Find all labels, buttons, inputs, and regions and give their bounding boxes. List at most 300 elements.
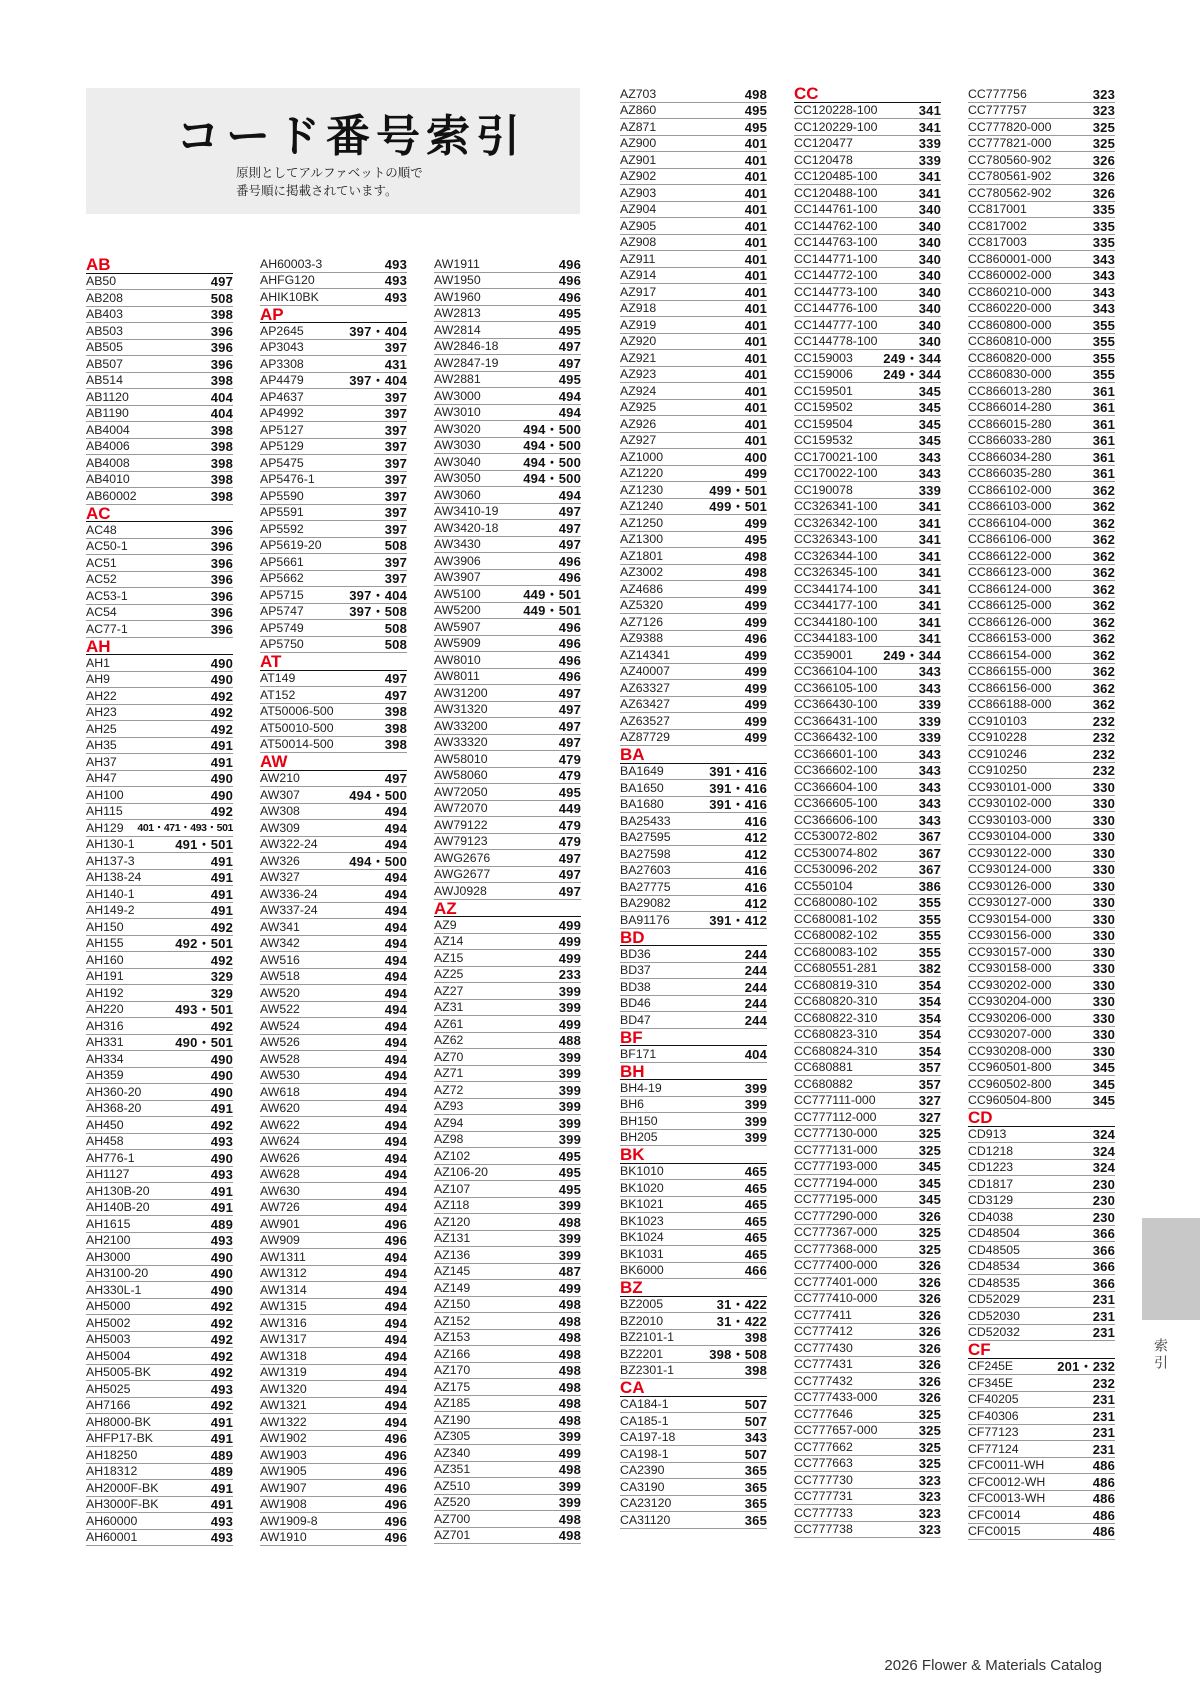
index-row xyxy=(620,1197,767,1214)
product-code: CF77123 xyxy=(968,1425,1019,1439)
index-row xyxy=(260,771,407,788)
product-code: AH8000-BK xyxy=(86,1414,151,1429)
product-code: CC144762-100 xyxy=(794,218,878,233)
product-code: CC777431 xyxy=(794,1357,853,1371)
page-number: 343 xyxy=(1092,251,1115,267)
product-code: CC780560-902 xyxy=(968,152,1052,167)
page-number: 325 xyxy=(918,1406,941,1422)
product-code: CC680823-310 xyxy=(794,1027,878,1041)
product-code: CD52029 xyxy=(968,1292,1020,1306)
product-code: CC817002 xyxy=(968,218,1027,233)
product-code: CC930103-000 xyxy=(968,812,1052,827)
index-row xyxy=(434,438,581,455)
index-row xyxy=(968,482,1115,499)
page-number: 492 xyxy=(210,721,233,737)
page-number: 493 xyxy=(210,1233,233,1248)
index-row xyxy=(86,969,233,986)
page-number: 396 xyxy=(210,588,233,604)
page-number: 499 xyxy=(744,598,767,613)
product-code: CC366432-100 xyxy=(794,730,878,744)
product-code: AT50006-500 xyxy=(260,704,334,718)
page-number: 494 xyxy=(384,1266,407,1281)
catalog-footer: 2026 Flower & Materials Catalog xyxy=(884,1657,1102,1674)
index-row xyxy=(260,1348,407,1365)
page-number: 362 xyxy=(1092,680,1115,696)
page-number: 232 xyxy=(1092,763,1115,778)
page-number: 494・500 xyxy=(523,471,581,486)
page-number: 496 xyxy=(558,652,581,668)
product-code: CC120485-100 xyxy=(794,169,878,183)
index-row xyxy=(968,185,1115,202)
product-code: AZ136 xyxy=(434,1247,471,1262)
index-row xyxy=(794,1126,941,1143)
product-code: BZ2301-1 xyxy=(620,1363,675,1377)
page-number: 327 xyxy=(918,1093,941,1108)
section-header: AW xyxy=(260,753,407,771)
product-code: CC860220-000 xyxy=(968,301,1052,315)
index-row xyxy=(620,1297,767,1314)
index-row xyxy=(434,1247,581,1264)
product-code: AZ145 xyxy=(434,1264,471,1278)
product-code: CD52032 xyxy=(968,1325,1020,1339)
product-code: BK1020 xyxy=(620,1180,664,1195)
page-number: 231 xyxy=(1092,1392,1115,1407)
page-number: 496 xyxy=(558,570,581,585)
index-row xyxy=(620,1230,767,1247)
page-number: 330 xyxy=(1092,796,1115,811)
product-code: CC866013-280 xyxy=(968,383,1052,398)
product-code: CA23120 xyxy=(620,1496,672,1510)
index-row xyxy=(794,1175,941,1192)
product-code: CC866123-000 xyxy=(968,565,1052,579)
page-number: 498 xyxy=(558,1528,581,1543)
index-row xyxy=(794,1522,941,1539)
index-row xyxy=(620,1346,767,1363)
index-row xyxy=(968,895,1115,912)
index-row xyxy=(620,996,767,1013)
index-row xyxy=(260,870,407,887)
product-code: AZ1220 xyxy=(620,466,664,480)
product-code: CC326341-100 xyxy=(794,499,878,513)
page-number: 494・500 xyxy=(523,438,581,453)
product-code: AW3010 xyxy=(434,405,481,419)
page-number: 495 xyxy=(558,306,581,321)
index-row xyxy=(434,1082,581,1099)
page-number: 325 xyxy=(918,1423,941,1438)
product-code: AB403 xyxy=(86,307,123,321)
page-number: 498 xyxy=(744,565,767,580)
product-code: AB505 xyxy=(86,340,123,354)
index-row xyxy=(260,936,407,953)
index-row xyxy=(86,1447,233,1464)
product-code: BZ2010 xyxy=(620,1313,664,1328)
index-row xyxy=(794,598,941,615)
product-code: CC680082-102 xyxy=(794,928,878,942)
page-number: 495 xyxy=(558,1148,581,1164)
page-number: 508 xyxy=(210,290,233,306)
index-row xyxy=(86,274,233,291)
product-code: AZ5320 xyxy=(620,598,664,612)
index-row xyxy=(968,1392,1115,1409)
product-code: AW3050 xyxy=(434,471,481,485)
index-row xyxy=(434,1429,581,1446)
product-code: AP5591 xyxy=(260,505,304,519)
index-row xyxy=(794,1406,941,1423)
product-code: CC777400-000 xyxy=(794,1258,878,1272)
index-row xyxy=(86,1084,233,1101)
index-row xyxy=(260,1299,407,1316)
index-row xyxy=(434,570,581,587)
product-code: AW624 xyxy=(260,1134,300,1148)
product-code: AZ102 xyxy=(434,1148,471,1163)
product-code: AP5661 xyxy=(260,554,304,569)
product-code: AH35 xyxy=(86,738,117,752)
page-number: 397 xyxy=(384,554,407,570)
page-number: 362 xyxy=(1092,515,1115,531)
index-side-tab[interactable] xyxy=(1142,1218,1200,1320)
index-row xyxy=(794,1340,941,1357)
page-number: 497 xyxy=(558,504,581,519)
index-row xyxy=(620,1512,767,1529)
index-row xyxy=(434,1148,581,1165)
product-code: AW58060 xyxy=(434,768,488,782)
page-number: 324 xyxy=(1092,1127,1115,1142)
page-number: 490 xyxy=(210,1068,233,1083)
index-row xyxy=(86,787,233,804)
page-number: 492 xyxy=(210,705,233,720)
product-code: CC866155-000 xyxy=(968,664,1052,678)
page-number: 397・404 xyxy=(349,587,407,603)
page-number: 496 xyxy=(384,1464,407,1479)
page-number: 231 xyxy=(1092,1292,1115,1307)
product-code: AB4010 xyxy=(86,472,130,486)
page-number: 499 xyxy=(744,466,767,481)
product-code: AZ71 xyxy=(434,1066,464,1080)
index-row xyxy=(260,389,407,406)
index-row xyxy=(968,1027,1115,1044)
product-code: CC344174-100 xyxy=(794,581,878,596)
page-number: 499 xyxy=(744,614,767,630)
index-row xyxy=(968,994,1115,1011)
index-row xyxy=(86,439,233,456)
product-code: CC530096-202 xyxy=(794,862,878,876)
page-number: 399 xyxy=(558,1082,581,1098)
page-number: 494 xyxy=(384,1117,407,1133)
page-number: 499 xyxy=(744,647,767,663)
index-row xyxy=(794,1208,941,1225)
index-row xyxy=(86,539,233,556)
index-row xyxy=(260,1414,407,1431)
page-number: 401 xyxy=(744,334,767,349)
page-number: 496 xyxy=(558,289,581,305)
index-row xyxy=(620,400,767,417)
index-row xyxy=(260,289,407,306)
subtitle-line-1: 原則としてアルファベットの順で xyxy=(236,165,423,180)
index-row xyxy=(794,482,941,499)
index-row xyxy=(260,704,407,721)
page-number: 492 xyxy=(210,688,233,704)
index-row xyxy=(434,1346,581,1363)
page-number: 343 xyxy=(1092,284,1115,300)
page-number: 494 xyxy=(558,388,581,404)
page-number: 508 xyxy=(384,620,407,636)
index-row xyxy=(434,471,581,488)
product-code: CFC0014 xyxy=(968,1507,1021,1522)
index-row xyxy=(968,1242,1115,1259)
product-code: CA197-18 xyxy=(620,1430,676,1444)
index-row xyxy=(434,1066,581,1083)
page-number: 479 xyxy=(558,751,581,767)
index-row xyxy=(86,1018,233,1035)
product-code: AH5000 xyxy=(86,1299,131,1313)
product-code: CC680882 xyxy=(794,1076,853,1091)
index-row xyxy=(620,1446,767,1463)
page-number: 326 xyxy=(918,1390,941,1405)
product-code: CF40306 xyxy=(968,1408,1019,1423)
index-row xyxy=(968,565,1115,582)
index-row xyxy=(434,801,581,818)
index-row xyxy=(86,985,233,1002)
index-row xyxy=(968,1458,1115,1475)
page-number: 497 xyxy=(558,339,581,354)
product-code: CC777662 xyxy=(794,1439,853,1454)
product-code: AP5747 xyxy=(260,604,304,618)
index-row xyxy=(794,334,941,351)
index-row xyxy=(620,896,767,913)
index-row xyxy=(794,697,941,714)
product-code: CC777433-000 xyxy=(794,1390,878,1404)
index-row xyxy=(794,449,941,466)
page-number: 449 xyxy=(558,801,581,816)
product-code: AH192 xyxy=(86,985,124,1000)
product-code: AH2000F-BK xyxy=(86,1480,159,1495)
product-code: AH25 xyxy=(86,721,117,736)
page-number: 496 xyxy=(558,619,581,635)
product-code: AH1 xyxy=(86,655,110,670)
product-code: AW322-24 xyxy=(260,837,318,851)
page-number: 497 xyxy=(384,771,407,786)
page-number: 490 xyxy=(210,655,233,671)
page-number: 491 xyxy=(210,1183,233,1199)
page-number: 497 xyxy=(558,685,581,701)
page-number: 396 xyxy=(210,356,233,372)
product-code: AZ4686 xyxy=(620,581,664,596)
product-code: CC910250 xyxy=(968,763,1027,777)
page-number: 499 xyxy=(744,515,767,531)
page-number: 341 xyxy=(918,532,941,547)
page-number: 233 xyxy=(558,967,581,982)
product-code: AW1321 xyxy=(260,1398,307,1412)
page-number: 345 xyxy=(1092,1060,1115,1075)
page-number: 362 xyxy=(1092,548,1115,564)
index-row xyxy=(260,505,407,522)
section-header: BZ xyxy=(620,1279,767,1297)
index-row xyxy=(434,1165,581,1182)
product-code: AH22 xyxy=(86,688,117,703)
page-number: 399 xyxy=(558,1231,581,1246)
product-code: CC680081-102 xyxy=(794,911,878,926)
page-number: 329 xyxy=(210,985,233,1001)
index-row xyxy=(794,1324,941,1341)
index-row xyxy=(620,680,767,697)
index-row xyxy=(794,251,941,268)
product-code: CD1223 xyxy=(968,1160,1014,1174)
index-row xyxy=(620,1246,767,1263)
index-row xyxy=(434,1049,581,1066)
index-row xyxy=(968,449,1115,466)
page-number: 497 xyxy=(558,702,581,717)
product-code: AZ305 xyxy=(434,1429,471,1443)
page-number: 492 xyxy=(210,1315,233,1331)
page-number: 494・500 xyxy=(523,421,581,437)
page-number: 343 xyxy=(918,796,941,811)
page-number: 397 xyxy=(384,406,407,421)
product-code: AZ106-20 xyxy=(434,1165,489,1179)
index-row xyxy=(968,961,1115,978)
index-row xyxy=(434,1016,581,1033)
page-number: 330 xyxy=(1092,895,1115,910)
page-number: 492 xyxy=(210,1332,233,1347)
index-row xyxy=(794,284,941,301)
product-code: AP5127 xyxy=(260,422,304,437)
page-number: 341 xyxy=(918,581,941,597)
product-code: AZ31 xyxy=(434,1000,464,1014)
page-number: 396 xyxy=(210,340,233,355)
product-code: AZ98 xyxy=(434,1132,464,1146)
page-number: 397 xyxy=(384,340,407,355)
index-row xyxy=(434,950,581,967)
index-row xyxy=(260,919,407,936)
page-number: 404 xyxy=(210,406,233,421)
index-row xyxy=(86,1266,233,1283)
product-code: AW3410-19 xyxy=(434,504,499,518)
page-number: 494 xyxy=(384,1348,407,1364)
product-code: CC866102-000 xyxy=(968,482,1052,497)
index-row xyxy=(260,671,407,688)
product-code: AW307 xyxy=(260,787,300,802)
product-code: BD46 xyxy=(620,996,651,1010)
index-row xyxy=(794,268,941,285)
page-number: 343 xyxy=(1092,268,1115,283)
index-row xyxy=(86,406,233,423)
index-row xyxy=(794,713,941,730)
page-number: 396 xyxy=(210,555,233,571)
page-number: 465 xyxy=(744,1246,767,1262)
index-row xyxy=(86,1101,233,1118)
page-number: 326 xyxy=(918,1274,941,1290)
section-header: BH xyxy=(620,1063,767,1081)
page-number: 362 xyxy=(1092,581,1115,597)
product-code: AW2814 xyxy=(434,322,481,337)
product-code: AB50 xyxy=(86,274,117,288)
index-row xyxy=(620,284,767,301)
index-column-5 xyxy=(794,85,941,1538)
index-row xyxy=(794,1307,941,1324)
page-number: 494 xyxy=(558,487,581,503)
page-number: 489 xyxy=(210,1216,233,1232)
index-row xyxy=(260,886,407,903)
page-number: 330 xyxy=(1092,977,1115,993)
page-number: 354 xyxy=(918,1043,941,1059)
index-row xyxy=(260,1216,407,1233)
page-number: 244 xyxy=(744,979,767,995)
index-row xyxy=(86,1348,233,1365)
product-code: AZ1300 xyxy=(620,532,664,546)
product-code: AW341 xyxy=(260,919,300,934)
page-number: 495 xyxy=(744,119,767,135)
page-number: 412 xyxy=(744,846,767,862)
page-number: 498 xyxy=(558,1346,581,1362)
index-row xyxy=(620,713,767,730)
product-code: AH155 xyxy=(86,936,124,950)
page-number: 382 xyxy=(918,961,941,976)
product-code: CC366104-100 xyxy=(794,664,878,678)
page-number: 490 xyxy=(210,1051,233,1067)
index-row xyxy=(968,383,1115,400)
index-row xyxy=(260,1282,407,1299)
page-number: 325 xyxy=(918,1126,941,1141)
product-code: AW72050 xyxy=(434,784,488,799)
product-code: CC680080-102 xyxy=(794,895,878,909)
product-code: AW1960 xyxy=(434,289,481,304)
page-number: 398・508 xyxy=(709,1346,767,1362)
page-number: 491 xyxy=(210,886,233,902)
index-row xyxy=(86,771,233,788)
index-row xyxy=(794,895,941,912)
page-number: 489 xyxy=(210,1447,233,1463)
page-number: 354 xyxy=(918,1027,941,1042)
page-number: 340 xyxy=(918,218,941,234)
page-number: 231 xyxy=(1092,1308,1115,1324)
index-row xyxy=(794,416,941,433)
index-row xyxy=(794,1390,941,1407)
page-number: 497 xyxy=(558,355,581,371)
index-row xyxy=(968,862,1115,879)
index-row xyxy=(794,565,941,582)
page-number: 341 xyxy=(918,169,941,184)
product-code: AH18250 xyxy=(86,1447,138,1462)
product-code: CFC0015 xyxy=(968,1524,1021,1538)
page-number: 343 xyxy=(918,763,941,778)
index-row xyxy=(86,1299,233,1316)
index-row xyxy=(968,1160,1115,1177)
index-row xyxy=(260,903,407,920)
product-code: CC777412 xyxy=(794,1324,853,1338)
product-code: AW1312 xyxy=(260,1266,307,1280)
index-row xyxy=(86,356,233,373)
index-row xyxy=(968,1425,1115,1442)
product-code: AB514 xyxy=(86,373,123,387)
page-number: 231 xyxy=(1092,1425,1115,1440)
index-row xyxy=(794,631,941,648)
index-row xyxy=(86,655,233,672)
page-number: 355 xyxy=(1092,350,1115,366)
index-row xyxy=(794,1225,941,1242)
product-code: AP3308 xyxy=(260,356,304,371)
page-number: 499 xyxy=(558,950,581,966)
product-code: AP3043 xyxy=(260,340,304,354)
page-number: 244 xyxy=(744,963,767,978)
product-code: CD3129 xyxy=(968,1193,1014,1207)
page-number: 401 xyxy=(744,169,767,184)
page-number: 362 xyxy=(1092,614,1115,630)
page-number: 340 xyxy=(918,251,941,267)
product-code: AZ903 xyxy=(620,185,657,200)
index-row xyxy=(260,804,407,821)
index-row xyxy=(794,350,941,367)
page-number: 399 xyxy=(558,983,581,999)
index-row xyxy=(968,1325,1115,1342)
